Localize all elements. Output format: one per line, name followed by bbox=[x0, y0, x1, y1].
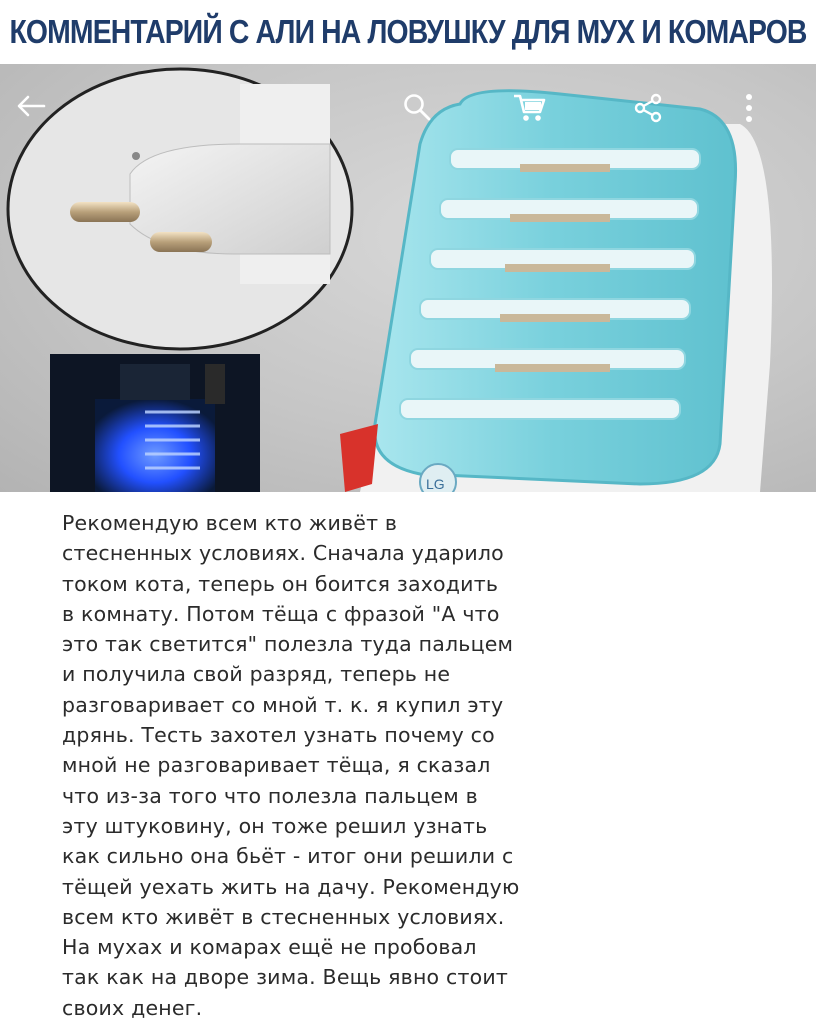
review-line: Рекомендую всем кто живёт в bbox=[62, 511, 398, 535]
share-icon bbox=[632, 92, 664, 124]
review-line: разговаривает со мной т. к. я купил эту bbox=[62, 692, 504, 717]
review-line: эту штуковину, он тоже решил узнать bbox=[62, 813, 488, 838]
review-line: всем кто живёт в стесненных условиях. bbox=[62, 904, 505, 929]
review-line: и получила свой разряд, теперь не bbox=[62, 662, 451, 687]
review-line: стесненных условиях. Сначала ударило bbox=[62, 541, 504, 566]
review-line: током кота, теперь он боится заходить bbox=[62, 571, 499, 596]
glow-inset bbox=[50, 354, 260, 492]
search-icon bbox=[402, 92, 432, 122]
mosquito-trap-device bbox=[340, 91, 772, 492]
cart-icon bbox=[512, 92, 548, 124]
review-text bbox=[62, 508, 672, 1023]
back-button[interactable] bbox=[16, 94, 60, 138]
review-line: мной не разговаривает тёща, я сказал bbox=[62, 753, 491, 778]
review-line: что из-за того что полезла пальцем в bbox=[62, 783, 478, 808]
review-section bbox=[0, 492, 816, 1034]
review-line: это так светится" полезла туда пальцем bbox=[62, 632, 514, 657]
cart-button[interactable] bbox=[512, 92, 556, 136]
review-line: в комнату. Потом тёща с фразой "А что bbox=[62, 601, 500, 626]
product-photo[interactable] bbox=[0, 64, 816, 492]
more-button[interactable] bbox=[744, 92, 788, 136]
brand-mark: LG bbox=[426, 476, 445, 492]
arrow-left-icon bbox=[16, 94, 46, 118]
review-line: На мухах и комарах ещё не пробовал bbox=[62, 935, 477, 960]
review-line: тёщей уехать жить на дачу. Рекомендую bbox=[62, 874, 520, 899]
review-line: так как на дворе зима. Вещь явно стоит bbox=[62, 965, 509, 990]
search-button[interactable] bbox=[402, 92, 446, 136]
review-line: дрянь. Тесть захотел узнать почему со bbox=[62, 723, 495, 748]
review-line: своих денег. bbox=[62, 995, 203, 1020]
more-vertical-icon bbox=[744, 92, 754, 124]
review-line: как сильно она бьёт - итог они решили с bbox=[62, 844, 514, 869]
share-button[interactable] bbox=[632, 92, 676, 136]
meme-title: КОММЕНТАРИЙ С АЛИ НА ЛОВУШКУ ДЛЯ МУХ И КОМАРОВ bbox=[9, 13, 807, 50]
